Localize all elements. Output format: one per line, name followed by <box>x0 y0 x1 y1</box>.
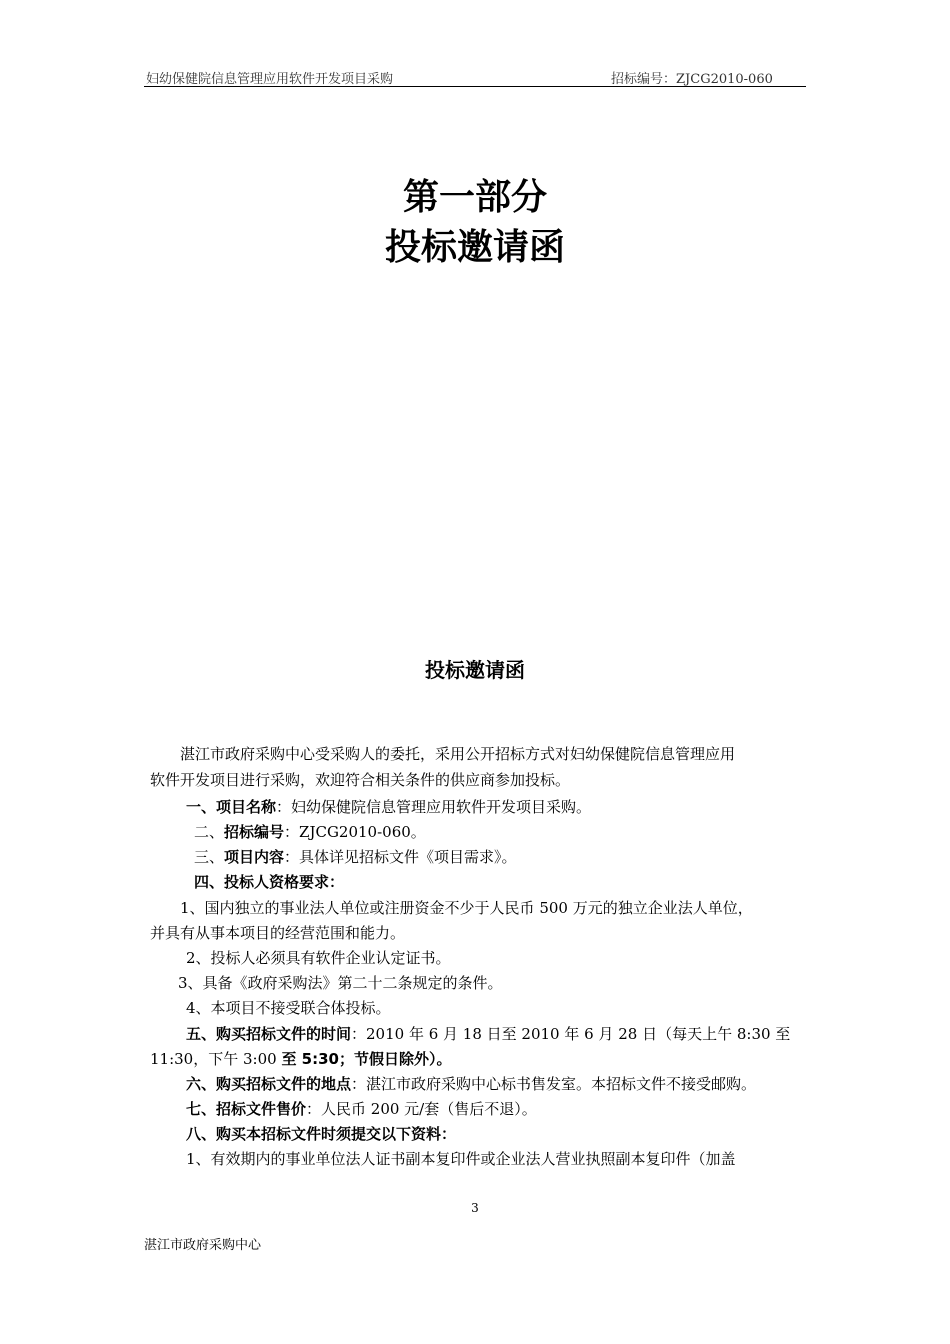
part-subtitle: 投标邀请函 <box>384 227 565 268</box>
qualification-1-line-2: 并具有从事本项目的经营范围和能力。 <box>150 924 406 942</box>
page-number: 3 <box>471 1201 479 1215</box>
item-label: 招标编号 <box>224 823 285 841</box>
item-value: ：具体详见招标文件《项目需求》。 <box>284 848 517 866</box>
material-1: 1、有效期内的事业单位法人证书副本复印件或企业法人营业执照副本复印件（加盖 <box>186 1150 736 1168</box>
qualification-4: 4、本项目不接受联合体投标。 <box>186 999 391 1017</box>
item-value: ：ZJCG2010-060。 <box>284 823 426 841</box>
intro-line-1: 湛江市政府采购中心受采购人的委托，采用公开招标方式对妇幼保健院信息管理应用 <box>180 745 736 763</box>
item-prefix: 二、 <box>194 823 225 841</box>
item-label: 五、购买招标文件的时间 <box>186 1025 352 1043</box>
item-value: ：湛江市政府采购中心标书售发室。本招标文件不接受邮购。 <box>351 1075 757 1093</box>
item-value: ：人民币 200 元/套（售后不退）。 <box>306 1100 537 1118</box>
item-purchase-time-line-2 <box>150 1049 452 1069</box>
page-header <box>144 66 806 87</box>
item-qualifications-heading: 四、投标人资格要求： <box>194 873 345 891</box>
item-value-bold: 至 5:30；节假日除外）。 <box>281 1050 452 1068</box>
section-title: 投标邀请函 <box>425 658 525 682</box>
page-footer: 湛江市政府采购中心 <box>144 1238 262 1253</box>
qualification-1-line-1: 1、国内独立的事业法人单位或注册资金不少于人民币 500 万元的独立企业法人单位， <box>180 899 753 917</box>
item-purchase-location <box>186 1074 756 1094</box>
item-label: 项目内容 <box>224 848 285 866</box>
item-required-materials-heading: 八、购买本招标文件时须提交以下资料： <box>186 1125 457 1143</box>
qualification-3: 3、具备《政府采购法》第二十二条规定的条件。 <box>178 974 503 992</box>
item-label: 一、项目名称 <box>186 798 277 816</box>
item-value: 11:30，下午 3:00 <box>150 1050 282 1068</box>
item-project-content <box>194 847 517 867</box>
item-prefix: 三、 <box>194 848 225 866</box>
item-label: 七、招标文件售价 <box>186 1100 307 1118</box>
header-bid-number: 招标编号：ZJCG2010-060 <box>611 72 773 87</box>
item-bid-number <box>194 822 426 842</box>
item-purchase-time <box>186 1024 790 1044</box>
part-title: 第一部分 <box>402 177 547 218</box>
item-label: 六、购买招标文件的地点 <box>186 1075 352 1093</box>
item-document-price <box>186 1099 537 1119</box>
intro-line-2: 软件开发项目进行采购，欢迎符合相关条件的供应商参加投标。 <box>150 771 571 789</box>
item-project-name <box>186 797 591 817</box>
header-project-name: 妇幼保健院信息管理应用软件开发项目采购 <box>146 72 394 87</box>
qualification-2: 2、投标人必须具有软件企业认定证书。 <box>186 949 451 967</box>
item-value: ：妇幼保健院信息管理应用软件开发项目采购。 <box>276 798 592 816</box>
item-value: ：2010 年 6 月 18 日至 2010 年 6 月 28 日（每天上午 8:30 至 <box>351 1025 791 1043</box>
